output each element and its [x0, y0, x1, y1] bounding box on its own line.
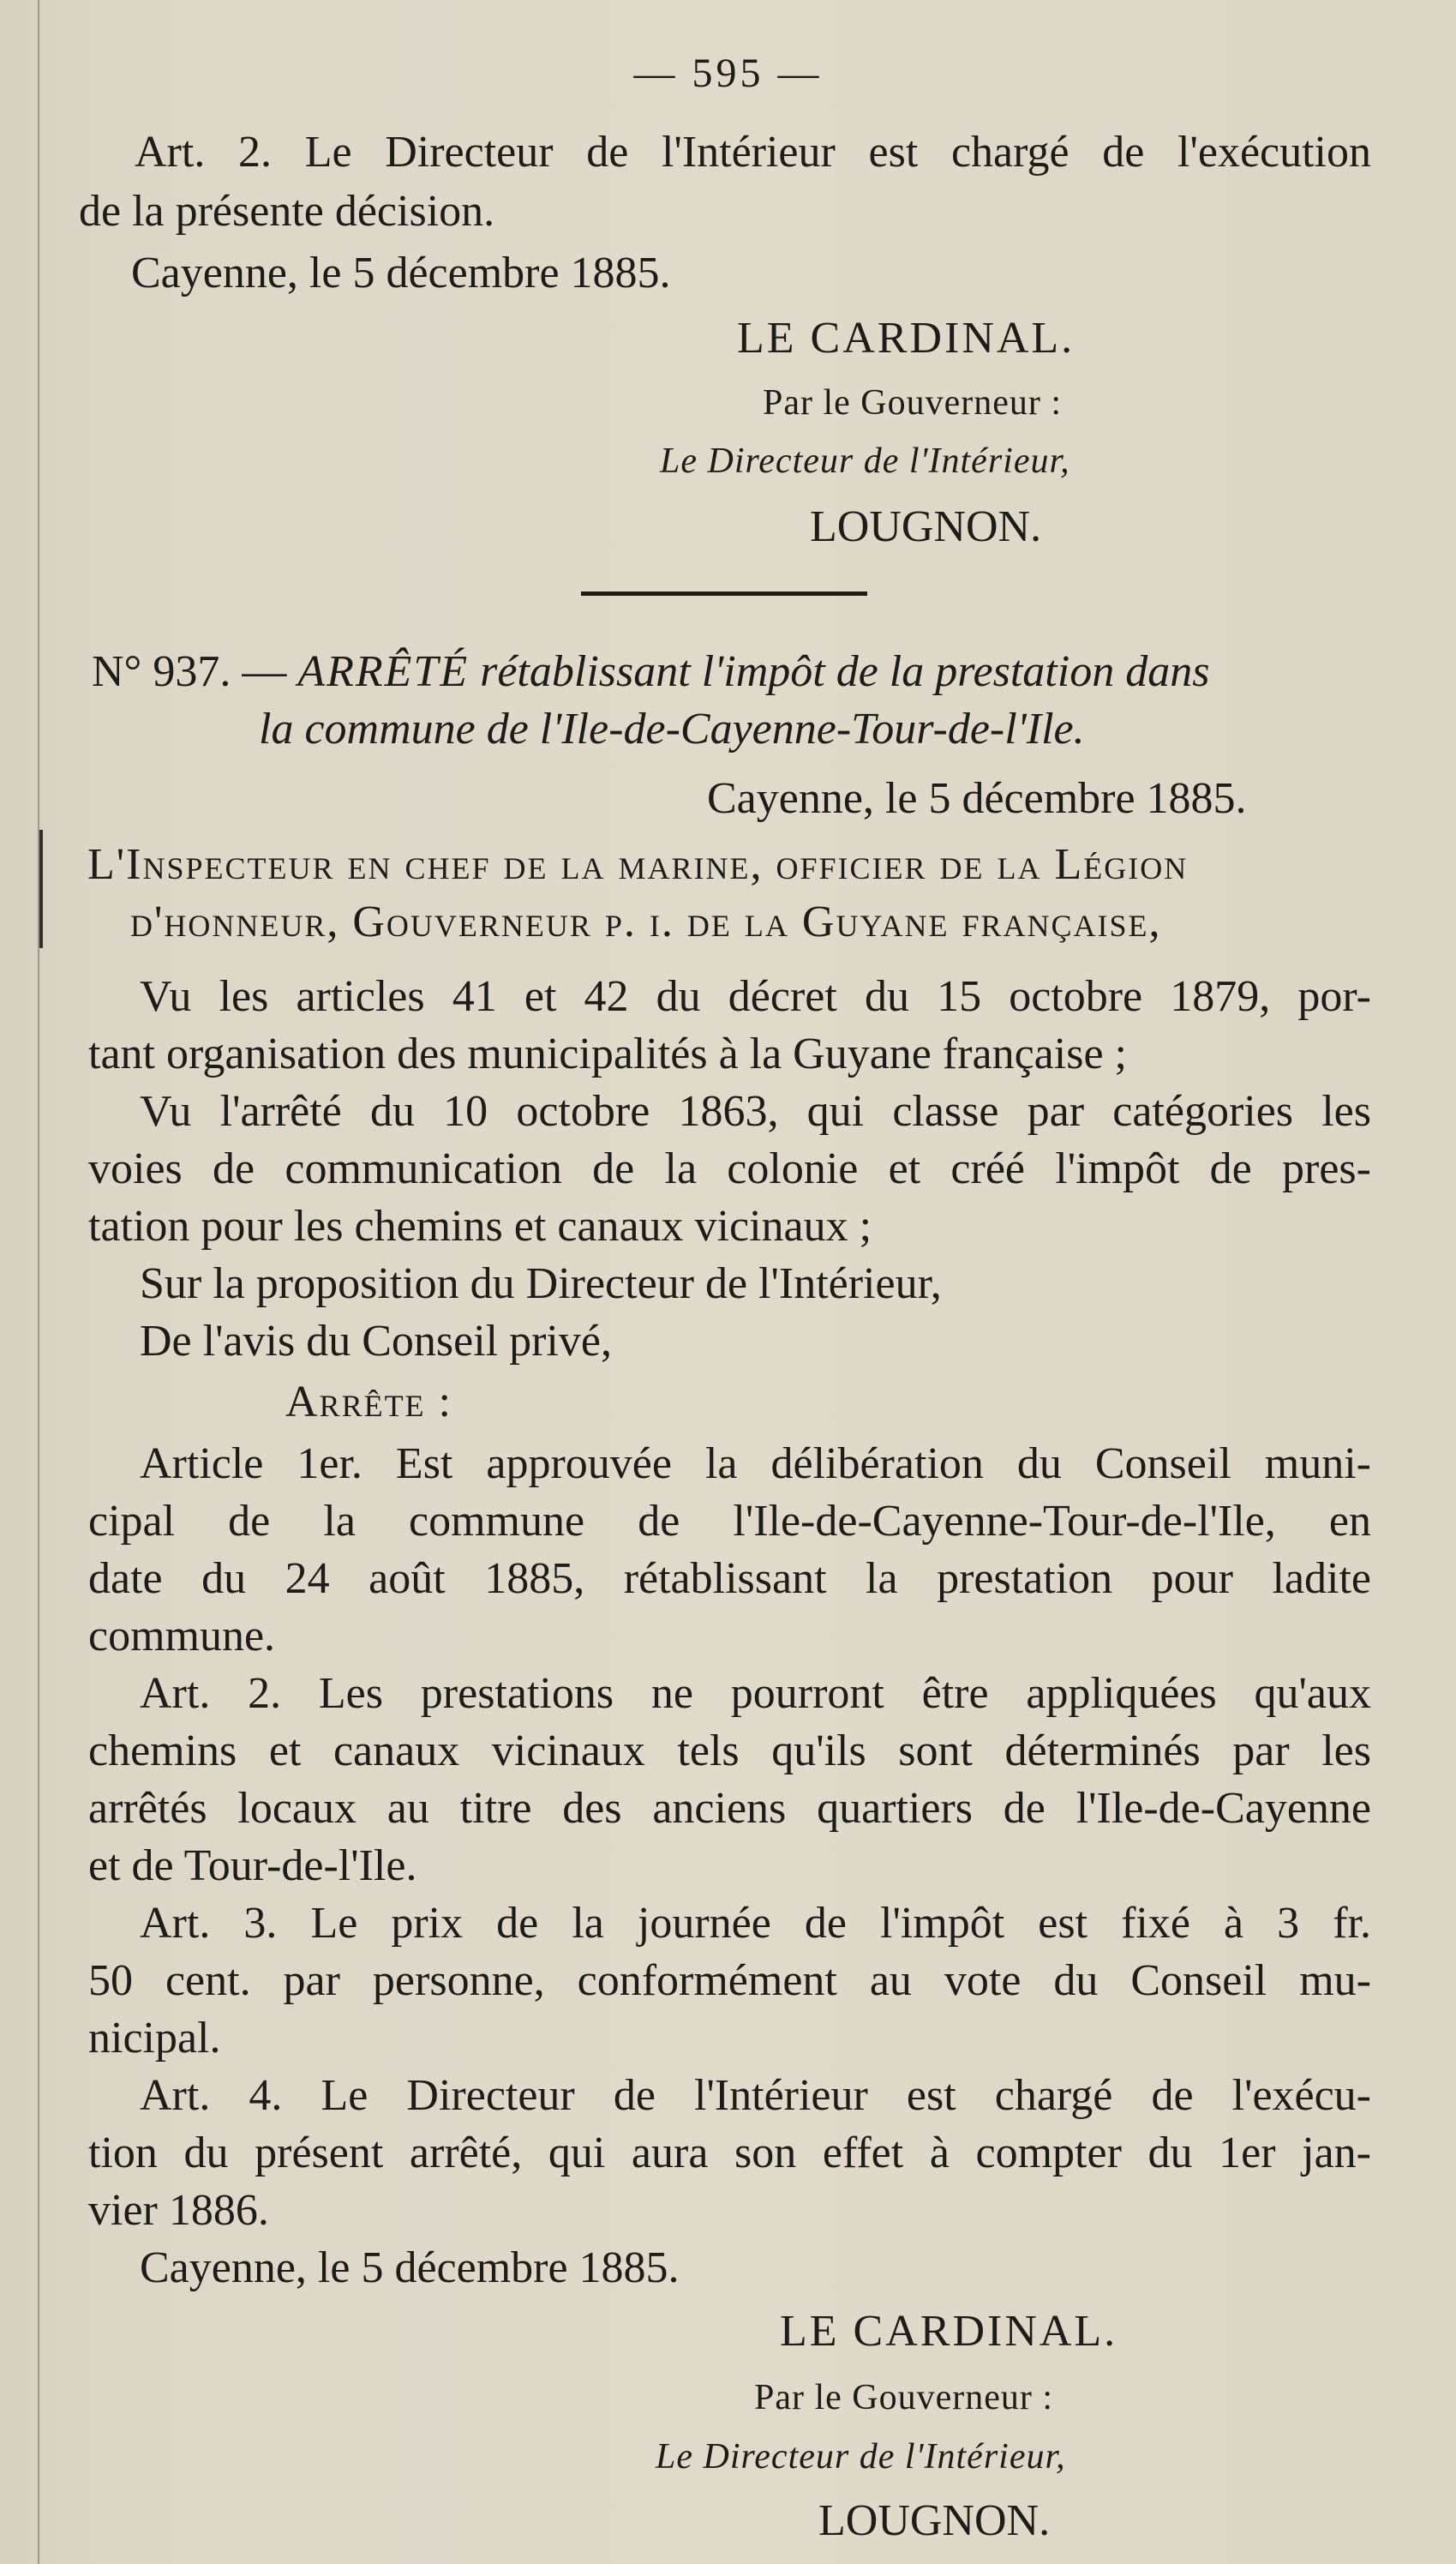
- article-1-line-1: Article 1er. Est approuvée la délibération du Conseil muni-: [140, 1439, 1371, 1488]
- decision-director-title: Le Directeur de l'Intérieur,: [660, 441, 1070, 481]
- article-3-line-2: 50 cent. par personne, conformément au vote du Conseil mu-: [88, 1956, 1371, 2005]
- arrete-heading-line-2: la commune de l'Ile-de-Cayenne-Tour-de-l'Ile.: [259, 705, 1085, 754]
- advice-line: De l'avis du Conseil privé,: [140, 1317, 612, 1366]
- decision-article-2-line-1: Art. 2. Le Directeur de l'Intérieur est chargé de l'exécution: [135, 128, 1371, 177]
- article-3-line-1: Art. 3. Le prix de la journée de l'impôt est fixé à 3 fr.: [140, 1899, 1371, 1948]
- closing-by-governor: Par le Gouverneur :: [754, 2378, 1054, 2417]
- article-1-line-3: date du 24 août 1885, rétablissant la prestation pour ladite: [88, 1554, 1371, 1603]
- article-2-line-2: chemins et canaux vicinaux tels qu'ils sont déterminés par les: [88, 1726, 1371, 1775]
- article-1-line-2: cipal de la commune de l'Ile-de-Cayenne-Tour-de-l'Ile, en: [88, 1497, 1371, 1546]
- arrete-heading-rest: rétablissant l'impôt de la prestation dans: [480, 647, 1210, 696]
- article-4-line-1: Art. 4. Le Directeur de l'Intérieur est chargé de l'exécu-: [140, 2071, 1371, 2120]
- decrees-heading: Arrête :: [285, 1378, 452, 1426]
- closing-signatory: LE CARDINAL.: [780, 2307, 1118, 2356]
- arrete-heading-dash: —: [242, 647, 287, 696]
- article-1-line-4: commune.: [88, 1612, 276, 1660]
- arrete-heading-line-1: [92, 644, 1209, 700]
- visa-1-line-1: Vu les articles 41 et 42 du décret du 15 octobre 1879, por-: [140, 972, 1371, 1021]
- article-2-line-1: Art. 2. Les prestations ne pourront être appliquées qu'aux: [140, 1669, 1371, 1718]
- proposal-line: Sur la proposition du Directeur de l'Intérieur,: [140, 1259, 942, 1308]
- arrete-place-date: Cayenne, le 5 décembre 1885.: [707, 774, 1247, 823]
- article-3-line-3: nicipal.: [88, 2014, 221, 2063]
- article-2-line-4: et de Tour-de-l'Ile.: [88, 1841, 417, 1890]
- decision-signatory: LE CARDINAL.: [737, 314, 1076, 363]
- closing-place-date: Cayenne, le 5 décembre 1885.: [140, 2243, 680, 2292]
- page-number: — 595 —: [633, 51, 823, 96]
- decision-place-date: Cayenne, le 5 décembre 1885.: [131, 249, 671, 297]
- closing-director-title: Le Directeur de l'Intérieur,: [656, 2437, 1066, 2477]
- arrete-number: N° 937.: [92, 647, 231, 696]
- article-2-line-3: arrêtés locaux au titre des anciens quartiers de l'Ile-de-Cayenne: [88, 1784, 1371, 1833]
- closing-director-name: LOUGNON.: [818, 2496, 1051, 2545]
- decision-director-name: LOUGNON.: [810, 502, 1042, 551]
- section-divider: [581, 591, 867, 596]
- visa-2-line-3: tation pour les chemins et canaux vicinaux ;: [88, 1202, 872, 1251]
- margin-bar-mark: [39, 830, 43, 948]
- article-4-line-3: vier 1886.: [88, 2186, 269, 2235]
- article-4-line-2: tion du présent arrêté, qui aura son effet à compter du 1er jan-: [88, 2129, 1371, 2177]
- visa-1-line-2: tant organisation des municipalités à la Guyane française ;: [88, 1030, 1127, 1078]
- visa-2-line-2: voies de communication de la colonie et créé l'impôt de pres-: [88, 1144, 1371, 1193]
- binding-margin-line: [38, 0, 39, 2564]
- visa-2-line-1: Vu l'arrêté du 10 octobre 1863, qui classe par catégories les: [140, 1087, 1371, 1136]
- decision-article-2-line-2: de la présente décision.: [79, 187, 495, 236]
- decision-by-governor: Par le Gouverneur :: [763, 383, 1063, 423]
- preamble-line-2: d'honneur, Gouverneur p. i. de la Guyane française,: [130, 898, 1162, 946]
- arrete-heading-word: ARRÊTÉ: [297, 647, 470, 696]
- preamble-line-1: L'Inspecteur en chef de la marine, officier de la Légion: [87, 840, 1189, 889]
